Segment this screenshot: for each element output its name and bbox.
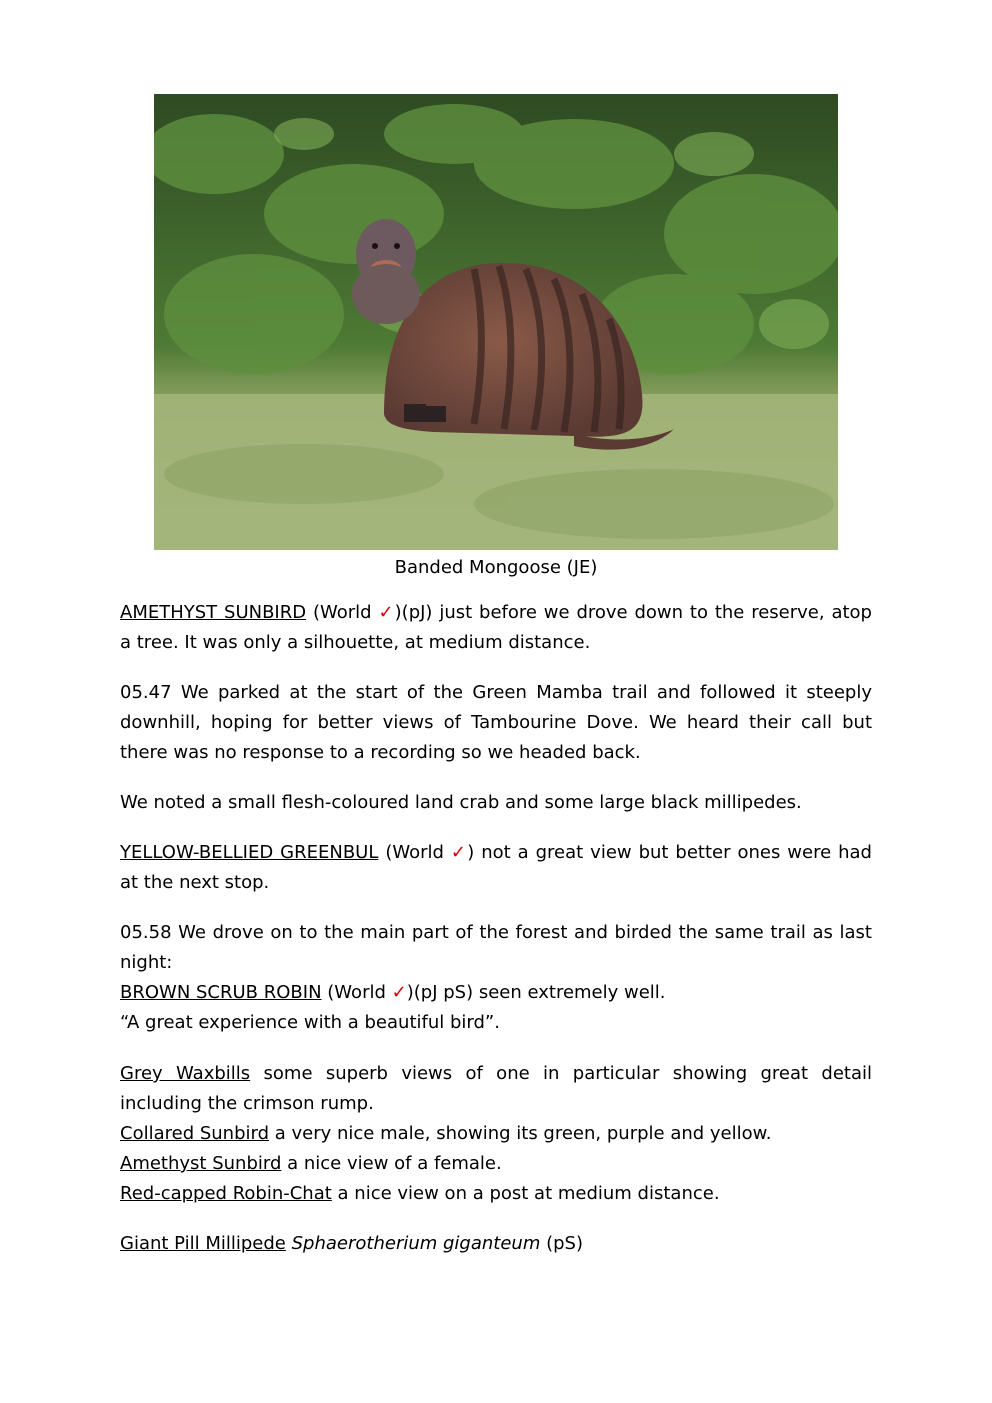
paragraph-text: 05.47 We parked at the start of the Green Mamba trail and followed it steeply downhill, hoping for better views of Tambourine Dove. We heard their call but there was no response to a recording so we headed back. (120, 682, 872, 763)
mongoose-illustration (154, 94, 838, 550)
quote-text: “A great experience with a beautiful bird”. (120, 1012, 500, 1033)
latin-name: Sphaerotherium giganteum (291, 1233, 541, 1254)
text-run: (World (321, 982, 392, 1003)
paragraph-yellow-bellied-greenbul (120, 838, 872, 898)
check-icon: ✓ (450, 842, 468, 863)
paragraph-land-crab (120, 788, 872, 818)
text-run: a nice view on a post at medium distance. (331, 1183, 720, 1204)
text-run: a very nice male, showing its green, purple and yellow. (269, 1123, 772, 1144)
species-name: Red-capped Robin-Chat (120, 1183, 332, 1204)
text-run: (World (306, 602, 379, 623)
paragraph-text: 05.58 We drove on to the main part of the forest and birded the same trail as last night: (120, 922, 872, 973)
text-run: a nice view of a female. (281, 1153, 502, 1174)
paragraph-species-list (120, 1059, 872, 1209)
text-run: ) not a great view but better ones were had at the next stop. (120, 842, 872, 893)
species-name: YELLOW-BELLIED GREENBUL (120, 842, 379, 863)
paragraph-main-forest (120, 918, 872, 1038)
text-run: (pS) (540, 1233, 583, 1254)
photo-caption: Banded Mongoose (JE) (394, 557, 598, 578)
species-name: Collared Sunbird (120, 1123, 270, 1144)
species-name: AMETHYST SUNBIRD (120, 602, 307, 623)
species-name: Grey Waxbills (120, 1063, 251, 1084)
species-name: Giant Pill Millipede (120, 1233, 286, 1254)
text-run: )(pJ pS) seen extremely well. (406, 982, 666, 1003)
mongoose-photo (154, 94, 838, 550)
species-name: Amethyst Sunbird (120, 1153, 282, 1174)
text-run: )(pJ) just before we drove down to the reserve, atop a tree. It was only a silhouette, at medium distance. (120, 602, 872, 653)
text-run: some superb views of one in particular showing great detail including the crimson rump. (120, 1063, 872, 1114)
check-icon: ✓ (391, 982, 407, 1003)
text-run: (World (378, 842, 451, 863)
species-name: BROWN SCRUB ROBIN (120, 982, 322, 1003)
paragraph-amethyst-sunbird (120, 598, 872, 658)
check-icon: ✓ (378, 602, 395, 623)
paragraph-green-mamba-trail (120, 678, 872, 768)
paragraph-pill-millipede (120, 1229, 872, 1259)
paragraph-text: We noted a small flesh-coloured land crab and some large black millipedes. (120, 792, 802, 813)
